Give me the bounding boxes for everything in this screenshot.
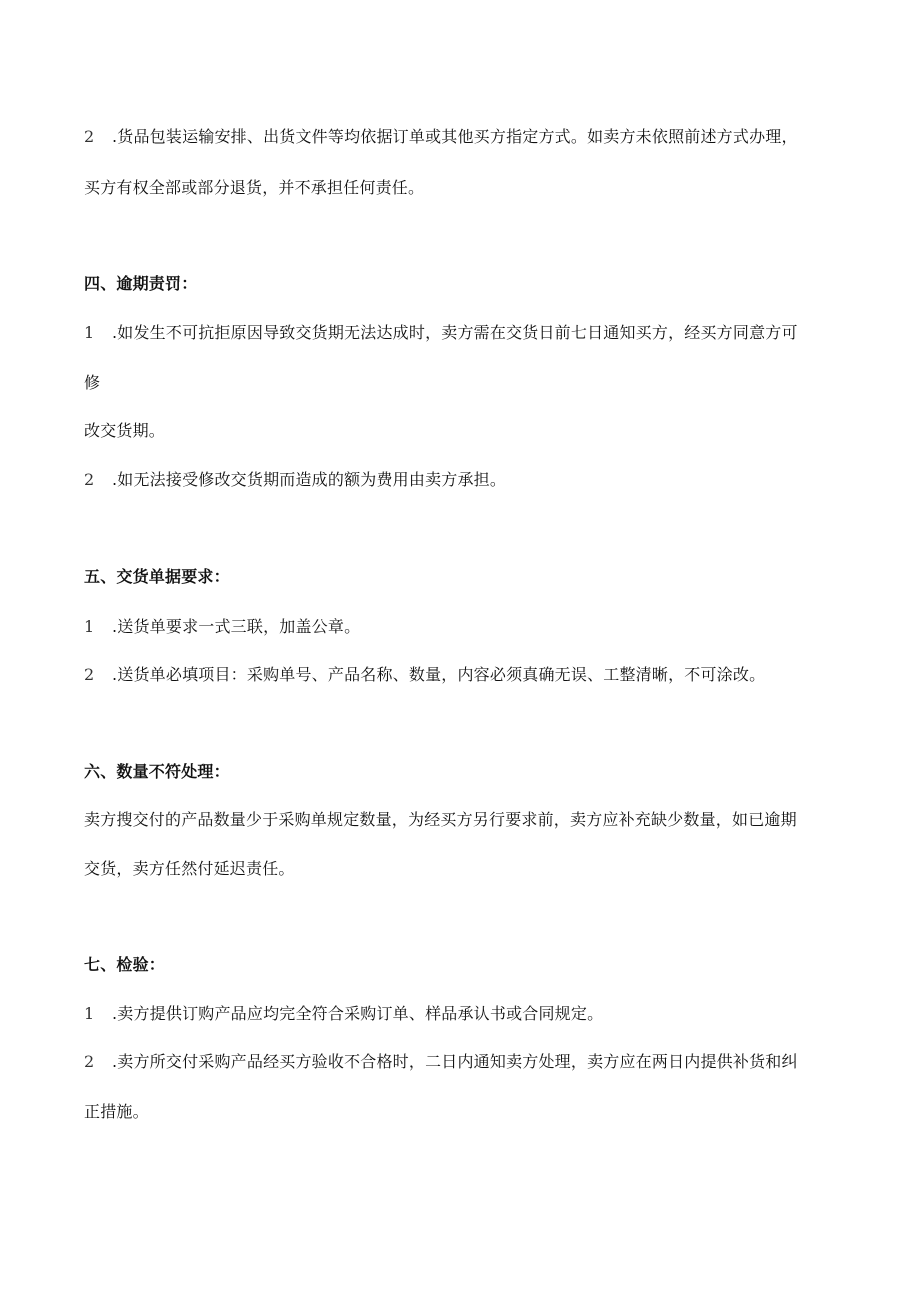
clause-text: 买方有权全部或部分退货，并不承担任何责任。 bbox=[84, 178, 425, 197]
clause-text: .卖方提供订购产品应均完全符合采购订单、样品承认书或合同规定。 bbox=[112, 1004, 604, 1023]
section-heading-text: 六、数量不符处理： bbox=[84, 762, 230, 781]
clause-4-1-line-2 bbox=[84, 372, 100, 394]
clause-number: 2 bbox=[84, 665, 95, 684]
section-heading-5 bbox=[84, 566, 230, 588]
section-heading-text: 五、交货单据要求： bbox=[84, 567, 230, 586]
clause-6-line-1 bbox=[84, 809, 797, 831]
clause-text: 修 bbox=[84, 373, 101, 392]
section-heading-6 bbox=[84, 761, 230, 783]
clause-text: .如无法接受修改交货期而造成的额为费用由卖方承担。 bbox=[112, 470, 507, 489]
clause-text: 卖方搜交付的产品数量少于采购单规定数量，为经买方另行要求前，卖方应补充缺少数量，如已逾期 bbox=[84, 810, 797, 829]
clause-3-2-line-2 bbox=[84, 177, 424, 199]
clause-text: 改交货期。 bbox=[84, 421, 166, 440]
clause-text: .送货单必填项目：采购单号、产品名称、数量，内容必须真确无误、工整清晰，不可涂改。 bbox=[112, 665, 766, 684]
clause-number: 1 bbox=[84, 617, 95, 636]
clause-text: 交货，卖方任然付延迟责任。 bbox=[84, 859, 295, 878]
clause-4-1-line-1 bbox=[84, 322, 798, 344]
clause-text: .货品包装运输安排、出货文件等均依据订单或其他买方指定方式。如卖方未依照前述方式办理， bbox=[112, 127, 798, 146]
clause-7-2-line-1 bbox=[84, 1051, 798, 1073]
clause-6-line-2 bbox=[84, 858, 295, 880]
clause-text: .如发生不可抗拒原因导致交货期无法达成时，卖方需在交货日前七日通知买方，经买方同意方可 bbox=[112, 323, 798, 342]
clause-4-2 bbox=[84, 469, 506, 491]
section-heading-4 bbox=[84, 273, 197, 295]
clause-text: .卖方所交付采购产品经买方验收不合格时，二日内通知卖方处理，卖方应在两日内提供补货和纠 bbox=[112, 1052, 798, 1071]
clause-number: 1 bbox=[84, 1004, 95, 1023]
clause-5-1 bbox=[84, 616, 360, 638]
clause-number: 2 bbox=[84, 470, 95, 489]
section-heading-text: 四、逾期责罚： bbox=[84, 274, 198, 293]
clause-number: 2 bbox=[84, 1052, 95, 1071]
clause-5-2 bbox=[84, 664, 765, 686]
section-heading-text: 七、检验： bbox=[84, 955, 166, 974]
clause-7-1 bbox=[84, 1003, 603, 1025]
clause-3-2-line-1 bbox=[84, 126, 798, 148]
clause-text: 正措施。 bbox=[84, 1102, 149, 1121]
clause-number: 1 bbox=[84, 323, 95, 342]
clause-7-2-line-2 bbox=[84, 1101, 149, 1123]
clause-text: .送货单要求一式三联，加盖公章。 bbox=[112, 617, 361, 636]
clause-number: 2 bbox=[84, 127, 95, 146]
clause-4-1-line-3 bbox=[84, 420, 165, 442]
section-heading-7 bbox=[84, 954, 165, 976]
